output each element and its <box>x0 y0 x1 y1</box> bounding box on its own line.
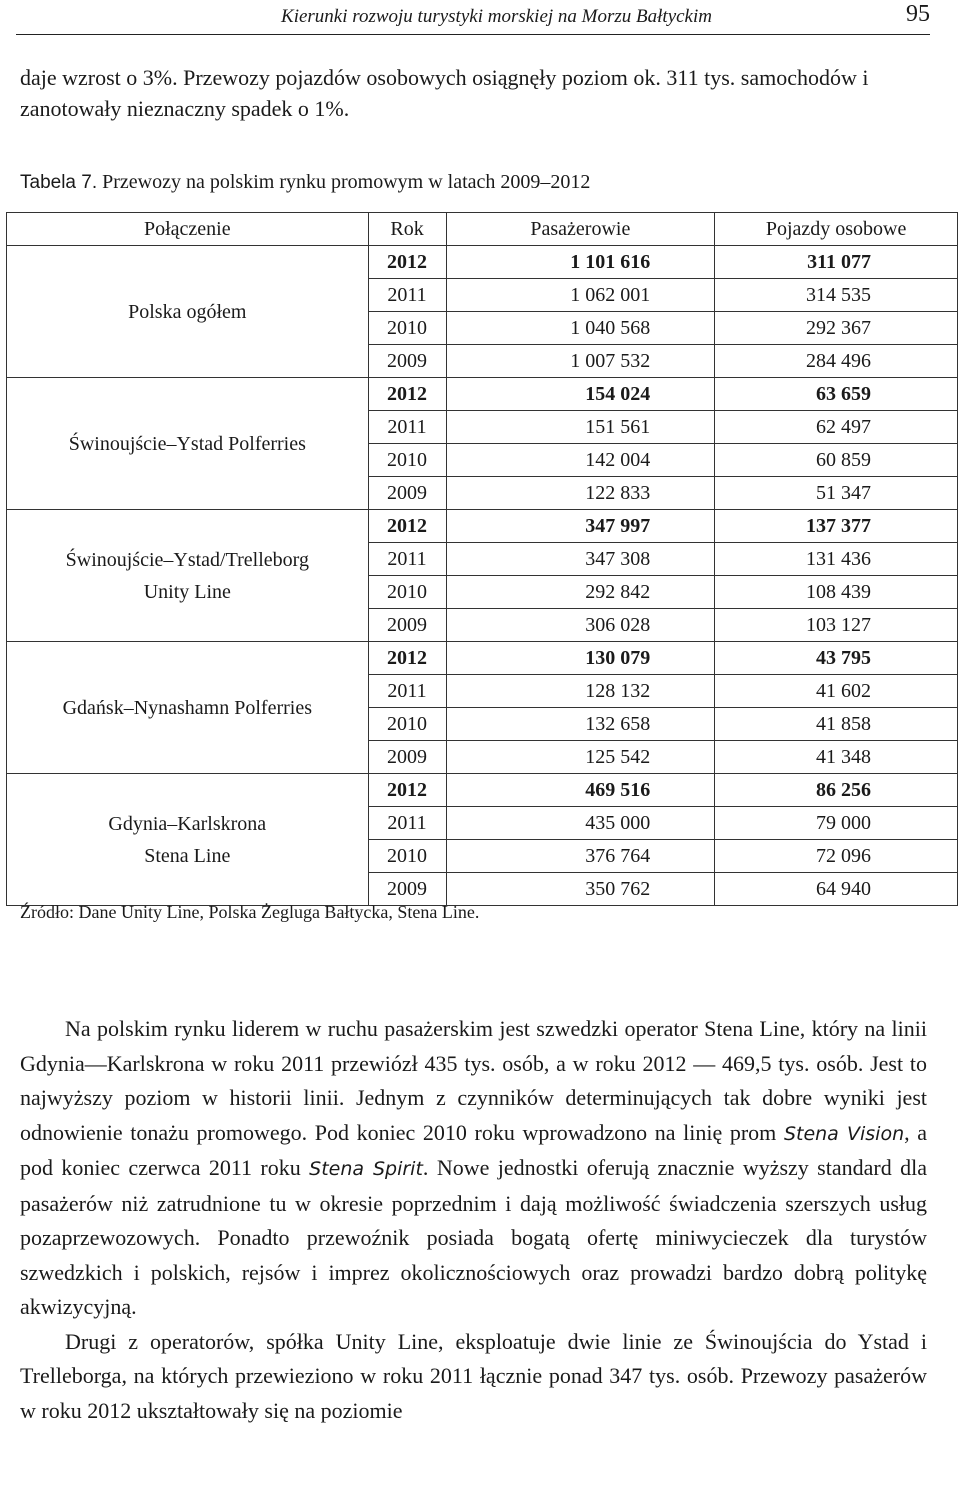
year-cell: 2012 <box>368 642 446 675</box>
passengers-cell: 142 004 <box>446 444 715 477</box>
source-note: Źródło: Dane Unity Line, Polska Żegluga Bałtycka, Stena Line. <box>20 902 480 922</box>
cars-cell: 62 497 <box>715 411 958 444</box>
cars-cell: 137 377 <box>715 510 958 543</box>
cars-cell: 108 439 <box>715 576 958 609</box>
year-cell: 2011 <box>368 807 446 840</box>
ship-name-stena-vision: Stena Vision <box>783 1122 905 1145</box>
header-cars: Pojazdy osobowe <box>715 213 958 246</box>
year-cell: 2012 <box>368 510 446 543</box>
ferry-traffic-table <box>6 212 958 906</box>
page-header <box>16 0 930 35</box>
table-row <box>7 774 958 807</box>
cars-cell: 51 347 <box>715 477 958 510</box>
header-year: Rok <box>368 213 446 246</box>
passengers-cell: 1 040 568 <box>446 312 715 345</box>
route-name-line: Świnoujście–Ystad/Trelleborg <box>65 548 309 571</box>
table-caption <box>20 171 590 194</box>
route-cell <box>7 378 369 510</box>
passengers-cell: 154 024 <box>446 378 715 411</box>
cars-cell: 64 940 <box>715 873 958 906</box>
year-cell: 2009 <box>368 477 446 510</box>
year-cell: 2011 <box>368 675 446 708</box>
cars-cell: 284 496 <box>715 345 958 378</box>
route-name-line: Unity Line <box>143 580 231 603</box>
body-paragraph-1 <box>20 1012 927 1325</box>
ship-name-stena-spirit: Stena Spirit <box>309 1158 423 1180</box>
route-name-line: Polska ogółem <box>128 300 247 323</box>
table-row <box>7 378 958 411</box>
cars-cell: 60 859 <box>715 444 958 477</box>
table-row <box>7 246 958 279</box>
cars-cell: 86 256 <box>715 774 958 807</box>
body-paragraph-1-part-a: Na polskim rynku liderem w ruchu pasażerskim jest szwedzki operator Stena Line, który na linii Gdynia—Karlskrona w roku 2011 przewiózł 435 tys. osób, a w roku 2012 — 469,5 tys. osób. Jest to najwyższy poziom w historii linii. Jednym z czynników determinujących tak dobre wyniki jest odnowienie tonażu promowego. Pod koniec 2010 roku wprowadzono na linię prom <box>20 1016 927 1145</box>
route-name-line: Gdańsk–Nynashamn Polferries <box>62 696 312 719</box>
passengers-cell: 132 658 <box>446 708 715 741</box>
year-cell: 2012 <box>368 246 446 279</box>
passengers-cell: 128 132 <box>446 675 715 708</box>
page-number: 95 <box>906 1 930 27</box>
year-cell: 2009 <box>368 873 446 906</box>
cars-cell: 103 127 <box>715 609 958 642</box>
table-body <box>7 246 958 906</box>
route-name-line: Świnoujście–Ystad Polferries <box>68 432 306 455</box>
cars-cell: 72 096 <box>715 840 958 873</box>
cars-cell: 41 348 <box>715 741 958 774</box>
body-text <box>20 1012 927 1428</box>
body-paragraph-2: Drugi z operatorów, spółka Unity Line, eksploatuje dwie linie ze Świnoujścia do Ystad i Trelleborga, na których przewieziono w roku 2011 łącznie ponad 347 tys. osób. Przewozy pasażerów w roku 2012 ukształtowały się na poziomie <box>20 1328 927 1423</box>
cars-cell: 63 659 <box>715 378 958 411</box>
cars-cell: 79 000 <box>715 807 958 840</box>
route-cell <box>7 774 369 906</box>
year-cell: 2011 <box>368 411 446 444</box>
header-route: Połączenie <box>7 213 369 246</box>
year-cell: 2009 <box>368 345 446 378</box>
passengers-cell: 1 101 616 <box>446 246 715 279</box>
year-cell: 2010 <box>368 444 446 477</box>
passengers-cell: 306 028 <box>446 609 715 642</box>
intro-paragraph: daje wzrost o 3%. Przewozy pojazdów osobowych osiągnęły poziom ok. 311 tys. samochodów i zanotowały nieznaczny spadek o 1%. <box>20 65 869 121</box>
table-caption-label: Tabela 7. <box>20 172 98 193</box>
route-name-line: Gdynia–Karlskrona <box>108 812 267 835</box>
year-cell: 2011 <box>368 279 446 312</box>
table-row <box>7 642 958 675</box>
table-row <box>7 510 958 543</box>
passengers-cell: 151 561 <box>446 411 715 444</box>
cars-cell: 292 367 <box>715 312 958 345</box>
passengers-cell: 122 833 <box>446 477 715 510</box>
route-cell <box>7 642 369 774</box>
year-cell: 2010 <box>368 312 446 345</box>
running-title: Kierunki rozwoju turystyki morskiej na Morzu Bałtyckim <box>281 6 712 27</box>
body-paragraph-1-part-b: , a pod koniec czerwca 2011 roku <box>20 1119 928 1180</box>
passengers-cell: 347 997 <box>446 510 715 543</box>
year-cell: 2010 <box>368 708 446 741</box>
passengers-cell: 469 516 <box>446 774 715 807</box>
year-cell: 2010 <box>368 576 446 609</box>
table-header-row <box>7 213 958 246</box>
passengers-cell: 1 062 001 <box>446 279 715 312</box>
passengers-cell: 347 308 <box>446 543 715 576</box>
year-cell: 2009 <box>368 741 446 774</box>
year-cell: 2010 <box>368 840 446 873</box>
passengers-cell: 1 007 532 <box>446 345 715 378</box>
passengers-cell: 130 079 <box>446 642 715 675</box>
table-caption-title: Przewozy na polskim rynku promowym w latach 2009–2012 <box>102 171 591 193</box>
passengers-cell: 350 762 <box>446 873 715 906</box>
passengers-cell: 125 542 <box>446 741 715 774</box>
year-cell: 2012 <box>368 378 446 411</box>
cars-cell: 314 535 <box>715 279 958 312</box>
route-cell <box>7 246 369 378</box>
cars-cell: 131 436 <box>715 543 958 576</box>
cars-cell: 43 795 <box>715 642 958 675</box>
cars-cell: 41 858 <box>715 708 958 741</box>
passengers-cell: 435 000 <box>446 807 715 840</box>
route-cell <box>7 510 369 642</box>
passengers-cell: 376 764 <box>446 840 715 873</box>
year-cell: 2011 <box>368 543 446 576</box>
body-paragraph-1-part-c: . Nowe jednostki oferują znacznie wyższy standard dla pasażerów niż zatrudnione tu w okresie poprzednim i dają możliwość świadczenia szerszych usług pozaprzewozowych. Ponadto przewoźnik posiada bogatą ofertę miniwycieczek dla turystów szwedzkich i polskich, rejsów i imprez okolicznościowych oraz prowadzi bardzo dobrą politykę akwizycyjną. <box>20 1155 927 1319</box>
cars-cell: 41 602 <box>715 675 958 708</box>
year-cell: 2012 <box>368 774 446 807</box>
route-name-line: Stena Line <box>144 844 231 867</box>
header-passengers: Pasażerowie <box>446 213 715 246</box>
year-cell: 2009 <box>368 609 446 642</box>
passengers-cell: 292 842 <box>446 576 715 609</box>
cars-cell: 311 077 <box>715 246 958 279</box>
